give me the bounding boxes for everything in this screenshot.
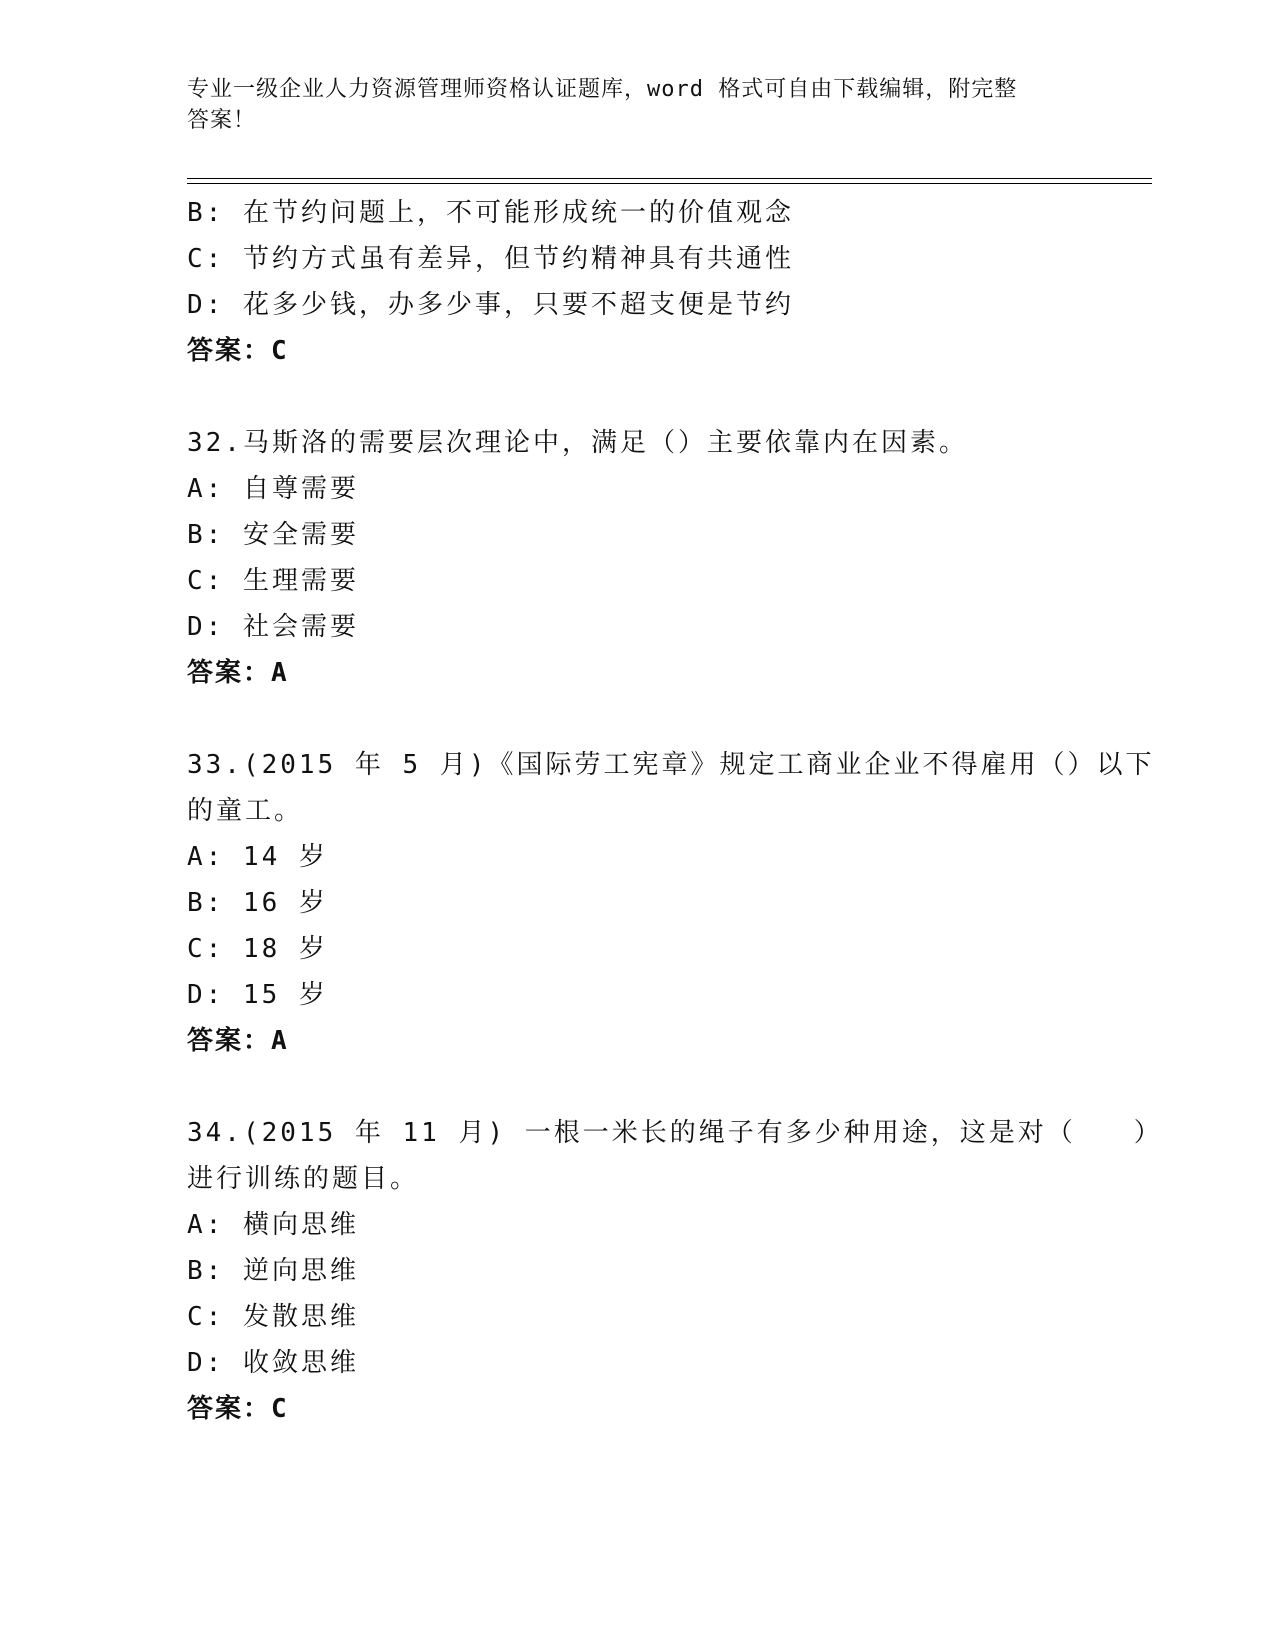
- header-line-1: 专业一级企业人力资源管理师资格认证题库，word 格式可自由下载编辑，附完整: [187, 77, 1018, 102]
- question-stem: 32.马斯洛的需要层次理论中，满足（）主要依靠内在因素。: [187, 428, 968, 458]
- document-header: [187, 74, 1087, 136]
- header-rule-bottom: [187, 183, 1152, 184]
- question-stem: 34.(2015 年 11 月) 一根一米长的绳子有多少种用途，这是对（ ）: [187, 1118, 1163, 1148]
- option-c: C: 18 岁: [187, 934, 328, 964]
- header-line-2: 答案！: [187, 108, 257, 133]
- option-c: C: 生理需要: [187, 566, 359, 596]
- option-a: A: 自尊需要: [187, 474, 359, 504]
- question-stem-continued: 进行训练的题目。: [187, 1164, 420, 1194]
- question-34: [187, 1110, 1163, 1432]
- answer-text: 答案：A: [187, 1026, 289, 1056]
- option-b: B: 安全需要: [187, 520, 359, 550]
- option-c: C: 节约方式虽有差异，但节约精神具有共通性: [187, 244, 794, 274]
- option-a: A: 横向思维: [187, 1210, 359, 1240]
- option-b: B: 在节约问题上，不可能形成统一的价值观念: [187, 198, 794, 228]
- answer-text: 答案：C: [187, 1394, 289, 1424]
- question-stem-continued: 的童工。: [187, 796, 304, 826]
- option-d: D: 收敛思维: [187, 1348, 359, 1378]
- option-b: B: 16 岁: [187, 888, 328, 918]
- header-rule-top: [187, 178, 1152, 179]
- option-c: C: 发散思维: [187, 1302, 359, 1332]
- answer-text: 答案：A: [187, 658, 289, 688]
- option-b: B: 逆向思维: [187, 1256, 359, 1286]
- option-d: D: 社会需要: [187, 612, 359, 642]
- answer-text: 答案：C: [187, 336, 289, 366]
- option-a: A: 14 岁: [187, 842, 328, 872]
- question-stem: 33.(2015 年 5 月)《国际劳工宪章》规定工商业企业不得雇用（）以下: [187, 750, 1155, 780]
- option-d: D: 15 岁: [187, 980, 328, 1010]
- question-32: [187, 420, 1087, 696]
- question-list: [187, 190, 1163, 1432]
- question-33: [187, 742, 1155, 1064]
- option-d: D: 花多少钱，办多少事，只要不超支便是节约: [187, 290, 794, 320]
- question-31-continued: [187, 190, 1087, 374]
